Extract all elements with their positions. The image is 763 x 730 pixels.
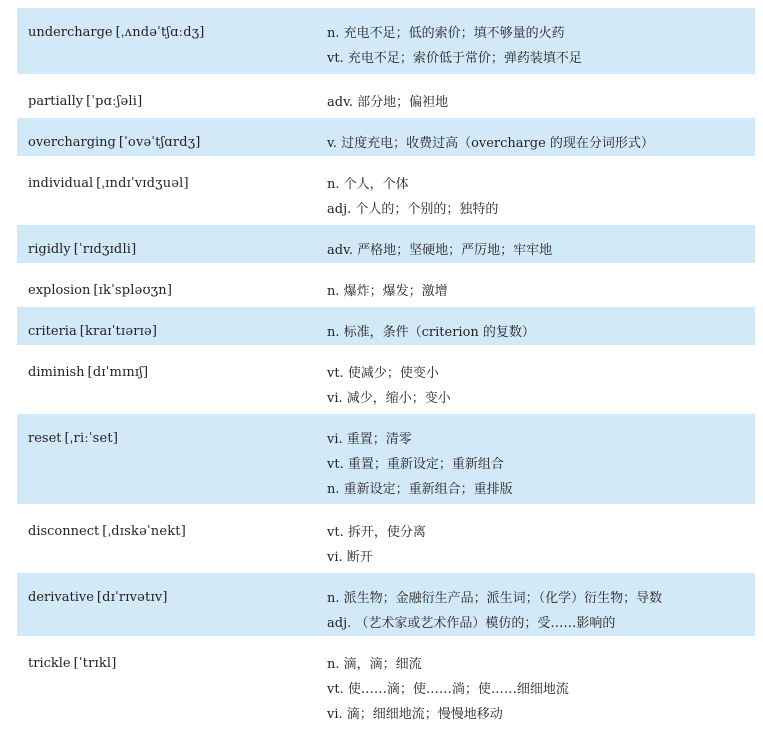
vocab-row xyxy=(17,223,755,264)
headword: derivative xyxy=(28,589,94,605)
headword: rigidly xyxy=(28,241,71,257)
headword: reset xyxy=(28,430,62,446)
definition-line: vi. 断开 xyxy=(327,549,373,565)
phonetic: [dɪˈmɪnɪʃ] xyxy=(87,364,149,380)
vocab-row xyxy=(17,116,755,157)
word-cell xyxy=(17,116,313,157)
phonetic: [ˌʌndəˈtʃɑːdʒ] xyxy=(115,25,205,40)
definition-line: n. 充电不足；低的索价；填不够量的火药 xyxy=(327,26,565,41)
vocab-row xyxy=(17,8,755,75)
vocab-row xyxy=(17,505,755,571)
definition-cell xyxy=(313,116,755,157)
definition-line: vt. 拆开，使分离 xyxy=(327,524,426,540)
definition-cell xyxy=(313,412,755,505)
headword: individual xyxy=(28,175,94,191)
headword: diminish xyxy=(28,364,85,380)
definition-cell xyxy=(313,305,755,346)
phonetic: [ˌdɪskəˈnekt] xyxy=(102,523,186,539)
phonetic: [ɪkˈspləʊʒn] xyxy=(93,282,173,298)
phonetic: [ˈtrɪkl] xyxy=(73,655,117,671)
phonetic: [dɪˈrɪvətɪv] xyxy=(96,589,168,605)
definition-line: n. 派生物；金融衍生产品；派生词；（化学）衍生物；导数 xyxy=(327,590,663,606)
definition-cell xyxy=(313,264,755,305)
headword: criteria xyxy=(28,323,77,339)
definition-line: vt. 重置；重新设定；重新组合 xyxy=(327,456,504,472)
vocab-row xyxy=(17,75,755,116)
headword: overcharging xyxy=(28,134,116,150)
word-cell xyxy=(17,346,313,412)
vocab-row xyxy=(17,571,755,637)
definition-line: n. 标准，条件（criterion 的复数） xyxy=(327,324,535,340)
headword: explosion xyxy=(28,282,91,298)
phonetic: [kraɪˈtɪərɪə] xyxy=(79,323,158,339)
word-cell xyxy=(17,637,313,728)
definition-line: n. 滴，滴；细流 xyxy=(327,656,422,672)
phonetic: [ˌriːˈset] xyxy=(64,430,119,446)
definition-cell xyxy=(313,637,755,728)
headword: undercharge xyxy=(28,25,113,40)
definition-line: n. 个人，个体 xyxy=(327,176,409,192)
definition-line: vi. 重置；清零 xyxy=(327,431,412,447)
definition-cell xyxy=(313,157,755,223)
definition-line: adv. 严格地；坚硬地；严厉地；牢牢地 xyxy=(327,242,553,258)
definition-cell xyxy=(313,75,755,116)
definition-line: vt. 充电不足；索价低于常价；弹药装填不足 xyxy=(327,51,582,66)
word-cell xyxy=(17,264,313,305)
word-cell xyxy=(17,8,313,75)
definition-cell xyxy=(313,223,755,264)
vocab-row xyxy=(17,157,755,223)
vocabulary-table-body xyxy=(17,8,755,728)
word-cell xyxy=(17,305,313,346)
definition-line: vi. 滴；细细地流；慢慢地移动 xyxy=(327,706,503,722)
definition-line: vi. 减少，缩小；变小 xyxy=(327,390,451,406)
definition-line: vt. 使……滴；使……淌；使……细细地流 xyxy=(327,681,569,697)
headword: trickle xyxy=(28,655,71,671)
vocab-row xyxy=(17,346,755,412)
definition-line: adj. 个人的；个别的；独特的 xyxy=(327,201,499,217)
definition-cell xyxy=(313,571,755,637)
phonetic: [ˈovəˈtʃɑrdʒ] xyxy=(118,134,201,150)
definition-line: n. 爆炸；爆发；激增 xyxy=(327,283,448,299)
word-cell xyxy=(17,412,313,505)
vocab-row xyxy=(17,264,755,305)
definition-line: adv. 部分地；偏袒地 xyxy=(327,94,449,110)
word-cell xyxy=(17,157,313,223)
word-cell xyxy=(17,75,313,116)
vocab-row xyxy=(17,637,755,728)
headword: disconnect xyxy=(28,523,100,539)
phonetic: [ˈpɑːʃəli] xyxy=(86,93,143,109)
definition-line: v. 过度充电；收费过高（overcharge 的现在分词形式） xyxy=(327,135,654,151)
definition-line: adj. （艺术家或艺术作品）模仿的；受……影响的 xyxy=(327,615,616,631)
word-cell xyxy=(17,571,313,637)
phonetic: [ˈrɪdʒɪdli] xyxy=(73,241,137,257)
definition-cell xyxy=(313,346,755,412)
definition-line: vt. 使减少；使变小 xyxy=(327,365,439,381)
vocab-row xyxy=(17,305,755,346)
headword: partially xyxy=(28,93,84,109)
vocabulary-table xyxy=(17,8,755,730)
definition-cell xyxy=(313,8,755,75)
word-cell xyxy=(17,505,313,571)
phonetic: [ˌɪndɪˈvɪdʒuəl] xyxy=(96,175,189,191)
word-cell xyxy=(17,223,313,264)
vocab-row xyxy=(17,412,755,505)
definition-line: n. 重新设定；重新组合；重排版 xyxy=(327,481,513,497)
definition-cell xyxy=(313,505,755,571)
